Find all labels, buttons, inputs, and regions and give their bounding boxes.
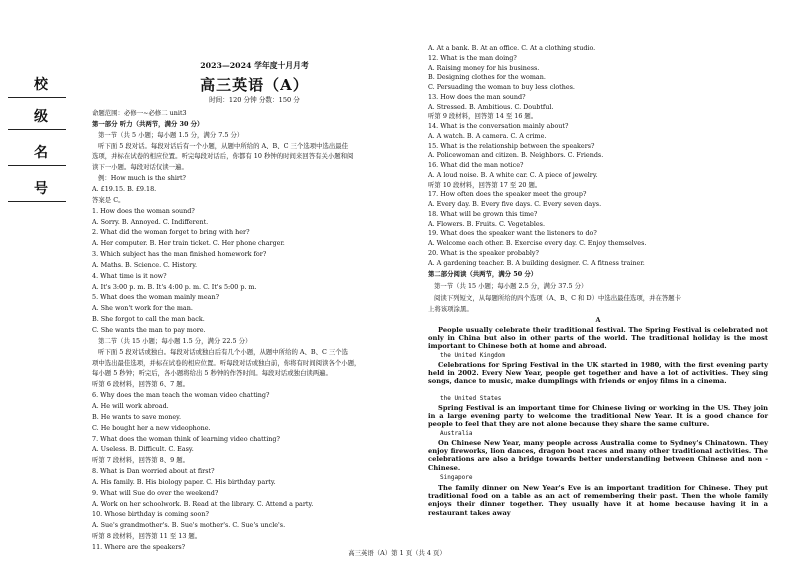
text-line: 听第 6 段材料，回答第 6、7 题。 [92,380,190,389]
text-line: A. Flowers. B. Fruits. C. Vegetables. [428,219,545,228]
text-line: 4. What time is it now? [92,271,167,280]
text-line: 12. What is the man doing? [428,53,517,62]
text-line: 6. Why does the man teach the woman video chatting? [92,391,270,400]
binding-field-class: 级 [8,104,66,130]
text-line: A. A loud noise. B. A white car. C. A piece of jewelry. [428,170,598,179]
text-line: A. A gardening teacher. B. A building designer. C. A fitness trainer. [428,258,645,267]
text-line: 11. Where are the speakers? [92,543,186,551]
text-line: B. He wants to save money. [92,412,181,421]
reading-heading: 第二部分阅读（共两节，满分 50 分） [428,270,538,278]
text-line: C. Persuading the woman to buy less clothes. [428,83,575,91]
passage-label: A [595,316,601,324]
passage-paragraph-5: The family dinner on New Year's Eve is an important tradition for Chinese. They put traditional food on a table as an act of remembering their past. Then the whole family enjoys their dinner together. They usually have it at home because having it in a restaurant takes away [428,484,768,517]
text-line: 例：How much is the shirt? [98,174,186,183]
text-line: 第二节（共 15 小题；每小题 1.5 分，满分 22.5 分） [98,336,252,345]
passage-paragraph-3: Spring Festival is an important time for Chinese living or working in the US. They join in a large evening party to welcome the traditional New Year. It is a good chance for people to feel that they are not alone because they share the same culture. [428,404,768,429]
text-line: 1. How does the woman sound? [92,206,195,215]
binding-field-number: 号 [8,176,66,202]
text-line: 18. What will be grown this time? [428,209,538,218]
text-line: 答案是 C。 [92,195,125,204]
text-line: 听第 7 段材料，回答第 8、9 题。 [92,456,190,465]
text-line: 听下面 5 段对话或独白。每段对话或独白后有几个小题，从题中所给的 A、B、C 三个选 [98,347,349,356]
text-line: A. She won't work for the man. [92,304,193,313]
text-line: 16. What did the man notice? [428,161,524,169]
passage-paragraph-1: People usually celebrate their traditional festival. The Spring Festival is celebrated not only in China but also in other parts of the world. The traditional holiday is the most important to Chinese both at home and abroad. [428,326,768,351]
text-line: 听下面 5 段对话。每段对话后有一个小题，从题中所给的 A、B、C 三个选项中选出最佳 [98,141,349,150]
binding-field-school: 校 [8,72,66,98]
text-line: A. £19.15. B. £9.18. [92,184,157,193]
text-line: A. Raising money for his business. [428,63,540,72]
passage-subheading-australia: Australia [440,430,473,437]
exam-title: 高三英语（A） [200,76,309,94]
exam-name: 2023—2024 学年度十月月考 [200,61,309,70]
text-line: A. Welcome each other. B. Exercise every day. C. Enjoy themselves. [428,239,647,247]
text-line: 15. What is the relationship between the speakers? [428,141,595,150]
text-line: A. Every day. B. Every five days. C. Every seven days. [428,200,602,208]
text-line: 每小题 5 秒钟；听完后，各小题将给出 5 秒钟的作答时间。每段对话或独白读两遍。 [92,369,332,378]
reading-section-title: 第一节（共 15 小题；每小题 2.5 分，满分 37.5 分） [434,282,588,290]
text-line: 5. What does the woman mainly mean? [92,293,219,302]
binding-strip [0,72,66,212]
text-line: 20. What is the speaker probably? [428,248,539,257]
passage-paragraph-2: Celebrations for Spring Festival in the UK started in 1980, with the first evening party held in 2002. Every New Year, people get together and have a lot of activities. They sing songs, dance to music, make dumplings with friends or enjoy films in a cinema. [428,361,768,386]
text-line: 项中选出最佳选项，并标在试卷的相应位置。听每段对话或独白前，你将有时间阅读各个小题， [92,358,361,367]
text-line: A. His family. B. His biology paper. C. His birthday party. [92,477,276,486]
text-line: A. Maths. B. Science. C. History. [92,260,198,269]
text-line: 读下一小题。每段对话仅读一遍。 [92,163,188,172]
text-line: 听第 8 段材料，回答第 11 至 13 题。 [92,532,202,541]
text-line: A. It's 3:00 p. m. B. It's 4:00 p. m. C. It's 5:00 p. m. [92,282,257,291]
text-line: A. Sorry. B. Annoyed. C. Indifferent. [92,217,209,226]
text-line: 听第 10 段材料，回答第 17 至 20 题。 [428,180,542,189]
text-line: A. Policewoman and citizen. B. Neighbors. C. Friends. [428,151,604,160]
text-line: 10. Whose birthday is coming soon? [92,510,209,519]
text-line: 第一节（共 5 小题；每小题 1.5 分，满分 7.5 分） [98,130,244,139]
text-line: C. He bought her a new videophone. [92,423,211,432]
exam-time: 时间：120 分钟 分数：150 分 [209,96,300,104]
text-line: A. He will work abroad. [92,401,169,410]
text-line: A. Sue's grandmother's. B. Sue's mother's. C. Sue's uncle's. [92,521,286,530]
page-footer: 高三英语（A）第 1 页（共 4 页） [348,549,446,557]
text-line: 7. What does the woman think of learning video chatting? [92,434,280,443]
text-line: 14. What is the conversation mainly about? [428,122,569,130]
text-line: B. She forgot to call the man back. [92,315,205,324]
passage-subheading-uk: the United Kingdom [440,352,506,359]
text-line: 9. What will Sue do over the weekend? [92,488,219,497]
text-line: A. At a bank. B. At an office. C. At a clothing studio. [428,44,596,52]
text-line: 第一部分 听力（共两节，满分 30 分） [92,119,204,128]
text-line: A. Her computer. B. Her train ticket. C. Her phone charger. [92,239,285,248]
text-line: A. Work on her schoolwork. B. Read at the library. C. Attend a party. [92,499,314,508]
text-line: A. Useless. B. Difficult. C. Easy. [92,445,194,454]
reading-instruction: 阅读下列短文，从每题所给的四个选项（A、B、C 和 D）中选出最佳选项，并在答题卡 [434,294,682,302]
text-line: C. She wants the man to pay more. [92,326,206,334]
text-line: 3. Which subject has the man finished homework for? [92,250,267,259]
text-line: B. Designing clothes for the woman. [428,73,546,82]
text-line: 听第 9 段材料，回答第 14 至 16 题。 [428,112,538,121]
reading-instruction-cont: 上将该项涂黑。 [428,305,473,313]
passage-paragraph-4: On Chinese New Year, many people across Australia come to Sydney's Chinatown. They enjoy fireworks, lion dances, dragon boat races and many other traditional activities. The celebrations are also a bridge towards better understanding between Chinese and non - Chinese. [428,439,768,472]
text-line: A. A watch. B. A camera. C. A crime. [428,131,547,140]
passage-subheading-singapore: Singapore [440,474,473,481]
text-line: A. Stressed. B. Ambitious. C. Doubtful. [428,102,554,111]
text-line: 19. What does the speaker want the listeners to do? [428,229,597,238]
text-line: 17. How often does the speaker meet the group? [428,190,587,199]
text-line: 选项，并标在试卷的相应位置。听完每段对话后，你都有 10 秒钟的时间来回答有关小题和阅 [92,152,354,161]
text-line: 命题范围：必修一~必修二 unit3 [92,109,187,117]
binding-field-name: 名 [8,140,66,166]
passage-subheading-us: the United States [440,395,502,402]
text-line: 2. What did the woman forget to bring with her? [92,228,250,237]
text-line: 13. How does the man sound? [428,92,526,101]
text-line: 8. What is Dan worried about at first? [92,467,215,476]
